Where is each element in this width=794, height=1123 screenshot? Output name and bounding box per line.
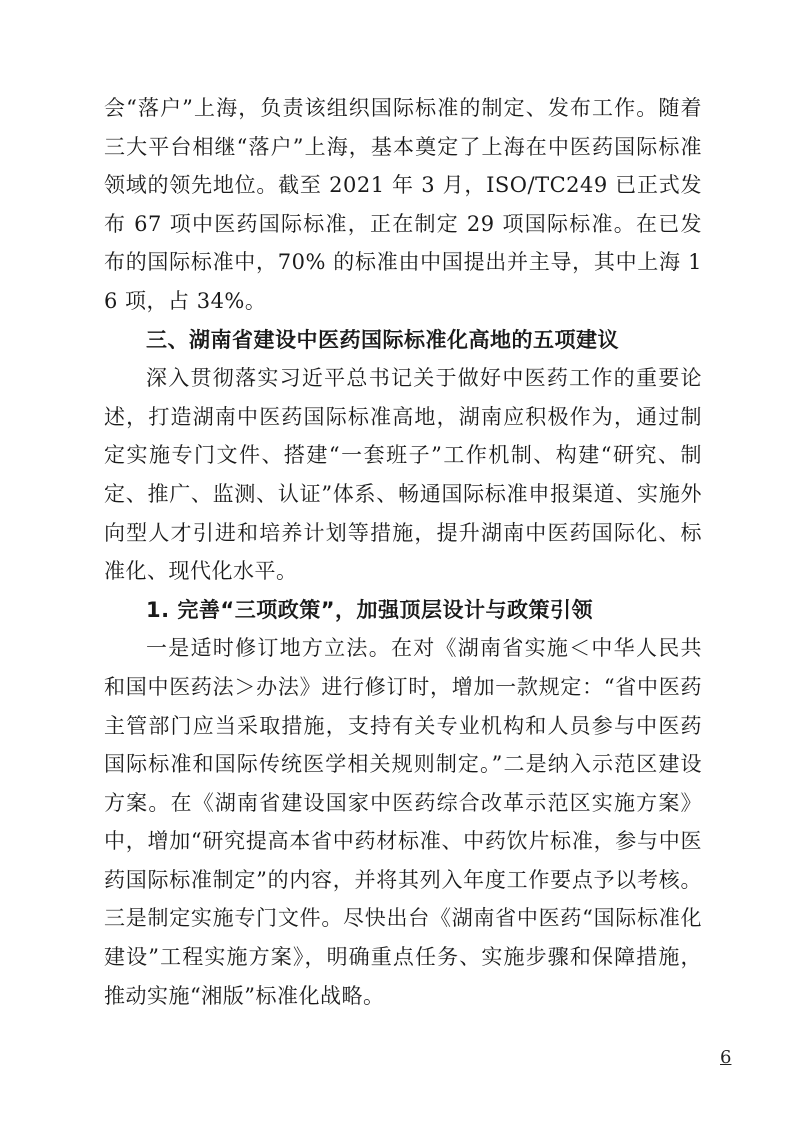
section-heading-five-suggestions: 三、湖南省建设中医药国际标准化高地的五项建议	[146, 327, 619, 352]
document-body	[104, 89, 702, 1015]
paragraph-hunan-overview: 深入贯彻落实习近平总书记关于做好中医药工作的重要论述，打造湖南中医药国际标准高地，湖南应积极作为，通过制定实施专门文件、搭建“一套班子”工作机制、构建“研究、制定、推广、监测、认证”体系、畅通国际标准申报渠道、实施外向型人才引进和培养计划等措施，提升湖南中医药国际化、标准化、现代化水平。	[104, 366, 702, 584]
subsection-heading-three-policies: 1. 完善“三项政策”，加强顶层设计与政策引领	[146, 597, 594, 622]
paragraph-policy-measures: 一是适时修订地方立法。在对《湖南省实施＜中华人民共和国中医药法＞办法》进行修订时，增加一款规定：“省中医药主管部门应当采取措施，支持有关专业机构和人员参与中医药国际标准和国际传统医学相关规则制定。”二是纳入示范区建设方案。在《湖南省建设国家中医药综合改革示范区实施方案》中，增加“研究提高本省中药材标准、中药饮片标准，参与中医药国际标准制定”的内容，并将其列入年度工作要点予以考核。三是制定实施专门文件。尽快出台《湖南省中医药“国际标准化建设”工程实施方案》，明确重点任务、实施步骤和保障措施，推动实施“湘版”标准化战略。	[104, 636, 702, 1008]
paragraph-shanghai-standards: 会“落户”上海，负责该组织国际标准的制定、发布工作。随着三大平台相继“落户”上海，基本奠定了上海在中医药国际标准领域的领先地位。截至 2021 年 3 月，ISO/TC249 已正式发布 67 项中医药国际标准，正在制定 29 项国际标准。在已发布的国际标准中，70% 的标准由中国提出并主导，其中上海 16 项，占 34%。	[104, 96, 702, 313]
page-number: 6	[720, 1047, 732, 1068]
